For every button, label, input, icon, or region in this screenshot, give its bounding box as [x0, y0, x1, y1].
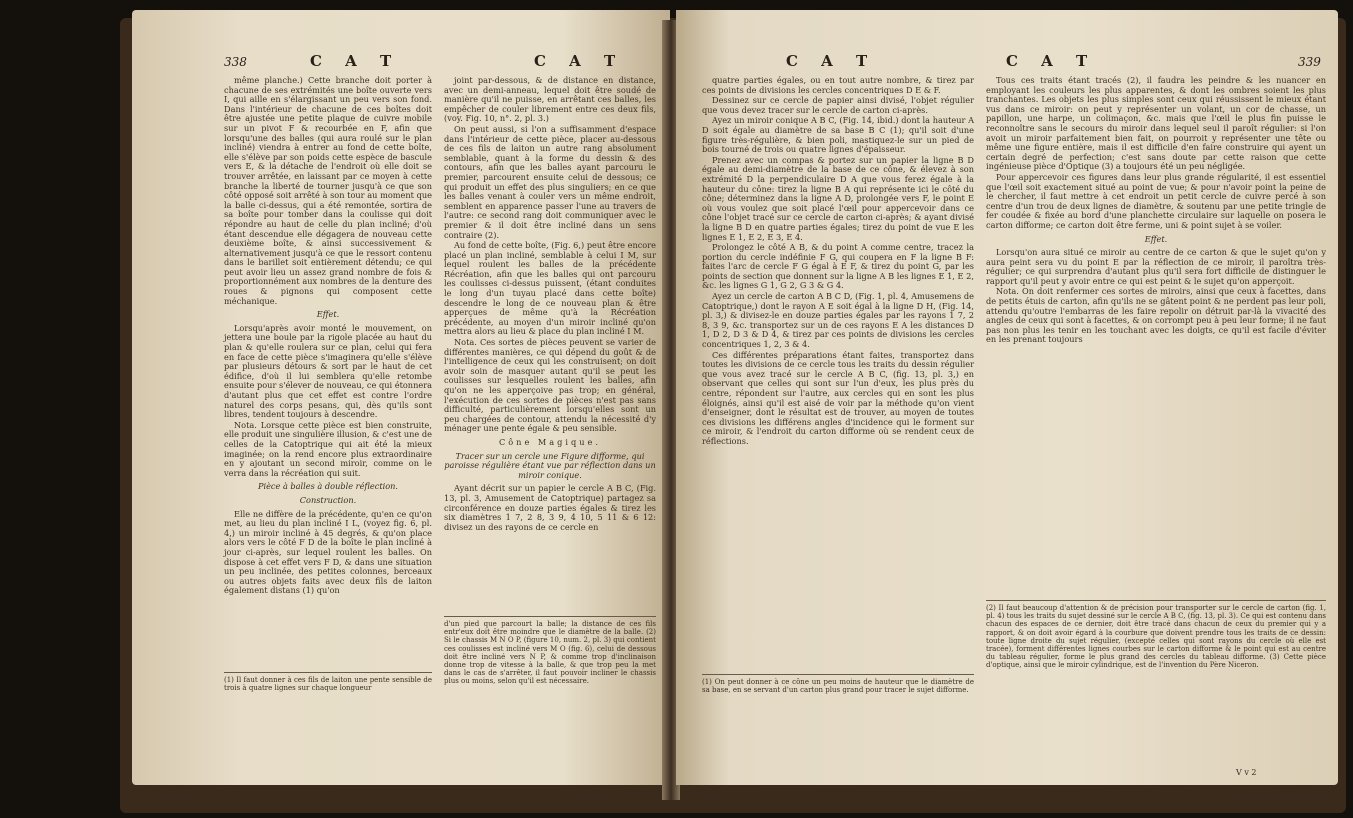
paragraph: Lorsqu'après avoir monté le mouvement, on jettera une boule par la rigole placée au haut du plan & qu'elle roulera sur ce plan, celui qui fera en face de cette pièce s'imaginera qu'elle s'élève par plusieurs détours & sort par le haut de cet édifice, d'où il lui semblera qu'elle retombe ensuite pour s'élever de nouveau, ce qui étonnera d'autant plus que cet effet est contre l'ordre naturel des corps pesans, qui, dès qu'ils sont libres, tendent toujours à descendre.	[224, 322, 432, 420]
paragraph: Prolongez le côté A B, & du point A comme centre, tracez la portion du cercle indéfinie F G, qui coupera en F la ligne B F: faites l'arc de cercle F G égal à E F, & tirez du point G, par les points de section que donnent sur la ligne A B les lignes E 1, E 2, &c. les lignes G 1, G 2, G 3 & G 4.	[702, 242, 974, 291]
section-heading: Cône Magique.	[498, 436, 601, 447]
right-column-2	[986, 76, 1326, 346]
left-running-head-1: C A T	[310, 52, 401, 70]
paragraph: même planche.) Cette branche doit porter à chacune de ses extrémités une boîte ouverte vers I, qui aille en s'élargissant un peu vers son fond. Dans l'intérieur de chacune de ces boîtes doit être ajustée une petite plaque de cuivre mobile sur un pivot F & recourbée en F, afin que lorsqu'une des balles (qui aura roulé sur le plan incliné) viendra à entrer au fond de cette boîte, elle s'élève par son poids cette espèce de bascule vers E, & la détache de l'endroit où elle doit se trouver arrêtée, en laissant par ce moyen à cette branche la liberté de tourner jusqu'à ce que son côté opposé soit arrêté à son tour au moment que la balle ci-dessus, qui a été remontée, sortira de sa boîte pour tomber dans la coulisse qui doit répondre au haut de celle du plan incliné; d'où étant descendue elle dégagera de nouveau cette deuxième boîte, & ainsi successivement & alternativement jusqu'à ce que le ressort contenu dans le barillet soit entièrement détendu; ce qui peut avoir lieu un assez grand nombre de fois & proportionnément aux nombres de la denture des roues & pignons qui composent cette méchanique.	[224, 75, 432, 306]
paragraph: Tous ces traits étant tracés (2), il faudra les peindre & les nuancer en employant les couleurs les plus apparentes, & dont les ombres soient les plus tranchantes. Les objets les plus simples sont ceux qui réussissent le mieux étant vus dans ce miroir: on peut y représenter un volant, un cor de chasse, un papillon, une harpe, un colimaçon, &c. mais que l'œil le plus fin puisse le reconnoître sans le secours du miroir dans lequel seul il paroît régulier: si l'on avoit un miroir parfaitement bien fait, on pourroit y représenter une tête ou même une figure entière, mais il est difficile d'en faire construire qui ayent un certain degré de perfection; c'est sans doute par cette raison que cette ingénieuse pièce d'Optique (3) a toujours été un peu négligée.	[986, 75, 1326, 172]
left-column-1	[224, 76, 432, 597]
right-page-number: 339	[1298, 55, 1321, 69]
section-heading: Construction.	[299, 494, 357, 505]
left-page-number: 338	[224, 55, 247, 69]
paragraph: joint par-dessous, & de distance en distance, avec un demi-anneau, lequel doit être soudé de manière qu'il ne puisse, en arrêtant ces balles, les empêcher de couler librement entre ces deux fils, (voy. Fig. 10, n°. 2, pl. 3.)	[444, 75, 656, 124]
paragraph: On peut aussi, si l'on a suffisamment d'espace dans l'intérieur de cette pièce, placer au-dessous de ces fils de laiton un autre rang absolument semblable, quant à la forme du dessin & des contours, afin que les balles ayant parcouru le premier, parcourent ensuite celui de dessous; ce qui produit un effet des plus singuliers; en ce que les balles venant à couler vers un même endroit, semblent en apparence passer l'une au travers de l'autre: ce second rang doit communiquer avec le premier & il doit être incliné dans un sens contraire (2).	[444, 123, 656, 240]
left-running-head-2: C A T	[534, 52, 625, 70]
right-footnote-1: (1) On peut donner à ce cône un peu moins de hauteur que le diamètre de sa base, en se servant d'un carton plus grand pour tracer le sujet difforme.	[702, 674, 974, 694]
right-page	[676, 10, 1338, 785]
section-subheading: Tracer sur un cercle une Figure difforme, qui paroisse régulière étant vue par réflection dans un miroir conique.	[444, 450, 656, 480]
paragraph: Au fond de cette boîte, (Fig. 6,) peut être encore placé un plan incliné, semblable à celui I M, sur lequel roulent les balles de la précédente Récréation, afin que les balles qui ont parcouru les coulisses ci-dessus puissent, (étant conduites le long d'un tuyau placé dans cette boîte) descendre le long de ce nouveau plan & être apperçues de même qu'à la Récréation précédente, au moyen d'un miroir incliné qu'on mettra alors au lieu & place du plan incliné I M.	[444, 240, 656, 337]
paragraph: quatre parties égales, ou en tout autre nombre, & tirez par ces points de divisions les cercles concentriques D E & F.	[702, 75, 974, 95]
paragraph: Lorsqu'on aura situé ce miroir au centre de ce carton & que le sujet qu'on y aura peint sera vu du point E par la réflection de ce miroir, il paroîtra très-régulier; ce qui surprendra d'autant plus qu'il sera fort difficile de distinguer le rapport qu'il peut y avoir entre ce qui est peint & le sujet qu'on apperçoit.	[986, 247, 1326, 286]
paragraph: Ces différentes préparations étant faites, transportez dans toutes les divisions de ce cercle tous les traits du dessin régulier que vous avez tracé sur le cercle A B C, (fig. 13, pl. 3,) en observant que celles qui sont sur l'un d'eux, les plus près du centre, répondent sur l'autre, aux cercles qui en sont les plus éloignés, ainsi qu'il est aisé de voir par la méthode qu'on vient d'enseigner, dont le résultat est de trouver, au moyen de toutes ces divisions les différens angles d'incidence qui le forment sur ce miroir, & l'endroit du carton difforme où se rendent ceux de réflections.	[702, 349, 974, 446]
paragraph: Ayez un cercle de carton A B C D, (Fig. 1, pl. 4, Amusemens de Catoptrique,) dont le rayon A E soit égal à la ligne D H, (Fig. 14, pl. 3,) & divisez-le en douze parties égales par les rayons 1 7, 2 8, 3 9, &c. transportez sur un de ces rayons E A les distances D 1, D 2, D 3 & D 4, & tirez par ces points de divisions les cercles concentriques 1, 2, 3 & 4.	[702, 291, 974, 350]
signature-mark: V v 2	[1236, 768, 1257, 777]
right-footnote-2: (2) Il faut beaucoup d'attention & de précision pour transporter sur le cercle de carton (fig. 1, pl. 4) tous les traits du sujet dessiné sur le cercle A B C, (fig. 13, pl. 3). Ce qui est contenu dans chacun des espaces de ce dernier, doit être tracé dans chacun de ceux du premier qui y a rapport, & on doit avoir égard à la courbure que doivent prendre tous les traits de ce dessin: toute ligne droite du sujet régulier, (excepté celles qui sont rayons du cercle où elle est tracée), forment différentes lignes courbes sur le carton difforme & le point qui est au centre du tableau régulier, forme le plus grand des cercles du tableau difforme. (3) Cette pièce d'optique, ainsi que le miroir cylindrique, est de l'invention du Père Niceron.	[986, 600, 1326, 670]
paragraph: Nota. On doit renfermer ces sortes de miroirs, ainsi que ceux à facettes, dans de petits étuis de carton, afin qu'ils ne se gâtent point & ne perdent pas leur poli, attendu qu'outre l'embarras de les faire repolir on détruit par-là la vivacité des angles de ceux qui sont à facettes, & on corrompt peu à peu leur forme; il ne faut pas non plus les tenir en les touchant avec les doigts, ce qu'il est facile d'éviter en les prenant toujours	[986, 286, 1326, 345]
paragraph: Elle ne diffère de la précédente, qu'en ce qu'on met, au lieu du plan incliné I L, (voyez fig. 6, pl. 4,) un miroir incliné à 45 degrés, & qu'on place alors vers le côté F D de la boîte le plan incliné à jour ci-après, sur lequel roulent les balles. On dispose à cet effet vers F D, & dans une situation un peu inclinée, des petites colonnes, berceaux ou autres objets faits avec deux fils de laiton également distans (1) qu'on	[224, 508, 432, 596]
paragraph: Dessinez sur ce cercle de papier ainsi divisé, l'objet régulier que vous devez tracer sur le cercle de carton ci-après.	[702, 95, 974, 115]
left-column-2	[444, 76, 656, 533]
right-running-head-2: C A T	[1006, 52, 1097, 70]
paragraph: Ayant décrit sur un papier le cercle A B C, (Fig. 13, pl. 3, Amusement de Catoptrique) partagez sa circonférence en douze parties égales & tirez les six diamètres 1 7, 2 8, 3 9, 4 10, 5 11 & 6 12: divisez un des rayons de ce cercle en	[444, 483, 656, 532]
section-heading: Effet.	[316, 309, 340, 320]
paragraph: Nota. Lorsque cette pièce est bien construite, elle produit une singulière illusion, & c'est une de celles de la Catoptrique qui ait été la mieux imaginée; on la rend encore plus extraordinaire en y ajoutant un second miroir, comme on le verra dans la récréation qui suit.	[224, 419, 432, 478]
left-footnote-1: (1) Il faut donner à ces fils de laiton une pente sensible de trois à quatre lignes sur chaque longueur	[224, 672, 432, 692]
paragraph: Pour appercevoir ces figures dans leur plus grande régularité, il est essentiel que l'œil soit exactement situé au point de vue; & pour n'avoir point la peine de le chercher, il faut mettre à cet endroit un petit cercle de cuivre percé à son centre d'un trou de deux lignes de diamètre, & soutenu par une petite tringle de fer coudée & fixée au bord d'une planchette circulaire sur laquelle on posera le carton difforme; ce carton doit être ferme, uni & point sujet à se voiler.	[986, 171, 1326, 230]
left-footnote-2: d'un pied que parcourt la balle; la distance de ces fils entr'eux doit être moindre que le diamètre de la balle. (2) Si le chassis M N O P, (figure 10, num. 2, pl. 3) qui contient ces coulisses est incliné vers M O (fig. 6), celui de dessous doit être incliné vers N P, & comme trop d'inclinaison donne trop de vitesse à la balle, & que trop peu la met dans le cas de s'arrêter, il faut pouvoir incliner le chassis plus ou moins, selon qu'il est nécessaire.	[444, 616, 656, 686]
paragraph: Ayez un miroir conique A B C, (Fig. 14, ibid.) dont la hauteur A D soit égale au diamètre de sa base B C (1); qu'il soit d'une figure très-régulière, & bien poli, mastiquez-le sur un pied de bois tourné de trois ou quatre lignes d'épaisseur.	[702, 115, 974, 155]
section-heading: Effet.	[1144, 233, 1168, 244]
paragraph: Nota. Ces sortes de pièces peuvent se varier de différentes manières, ce qui dépend du goût & de l'intelligence de ceux qui les construisent; on doit avoir soin de masquer autant qu'il se peut les coulisses sur lesquelles roulent les balles, afin qu'on ne les apperçoive pas trop; en général, l'exécution de ces sortes de pièces n'est pas sans difficulté, particulièrement lorsqu'elles sont un peu chargées de contour, attendu la nécessité d'y ménager une pente égale & peu sensible.	[444, 337, 656, 434]
section-heading: Pièce à balles à double réflection.	[257, 481, 399, 492]
left-page	[132, 10, 670, 785]
right-column-1	[702, 76, 974, 448]
paragraph: Prenez avec un compas & portez sur un papier la ligne B D égale au demi-diamètre de la base de ce cône, & élevez à son extrémité D la perpendiculaire D A que vous ferez égale à la hauteur du cône: tirez la ligne B A qui représente ici le côté du cône; déterminez dans la ligne A D, prolongée vers F, le point E où vous voulez que soit placé l'œil pour appercevoir dans ce cône l'objet tracé sur ce cercle de carton ci-après; & ayant divisé la ligne B D en quatre parties égales; tirez du point de vue E les lignes E 1, E 2, E 3, E 4.	[702, 154, 974, 242]
right-running-head-1: C A T	[786, 52, 877, 70]
